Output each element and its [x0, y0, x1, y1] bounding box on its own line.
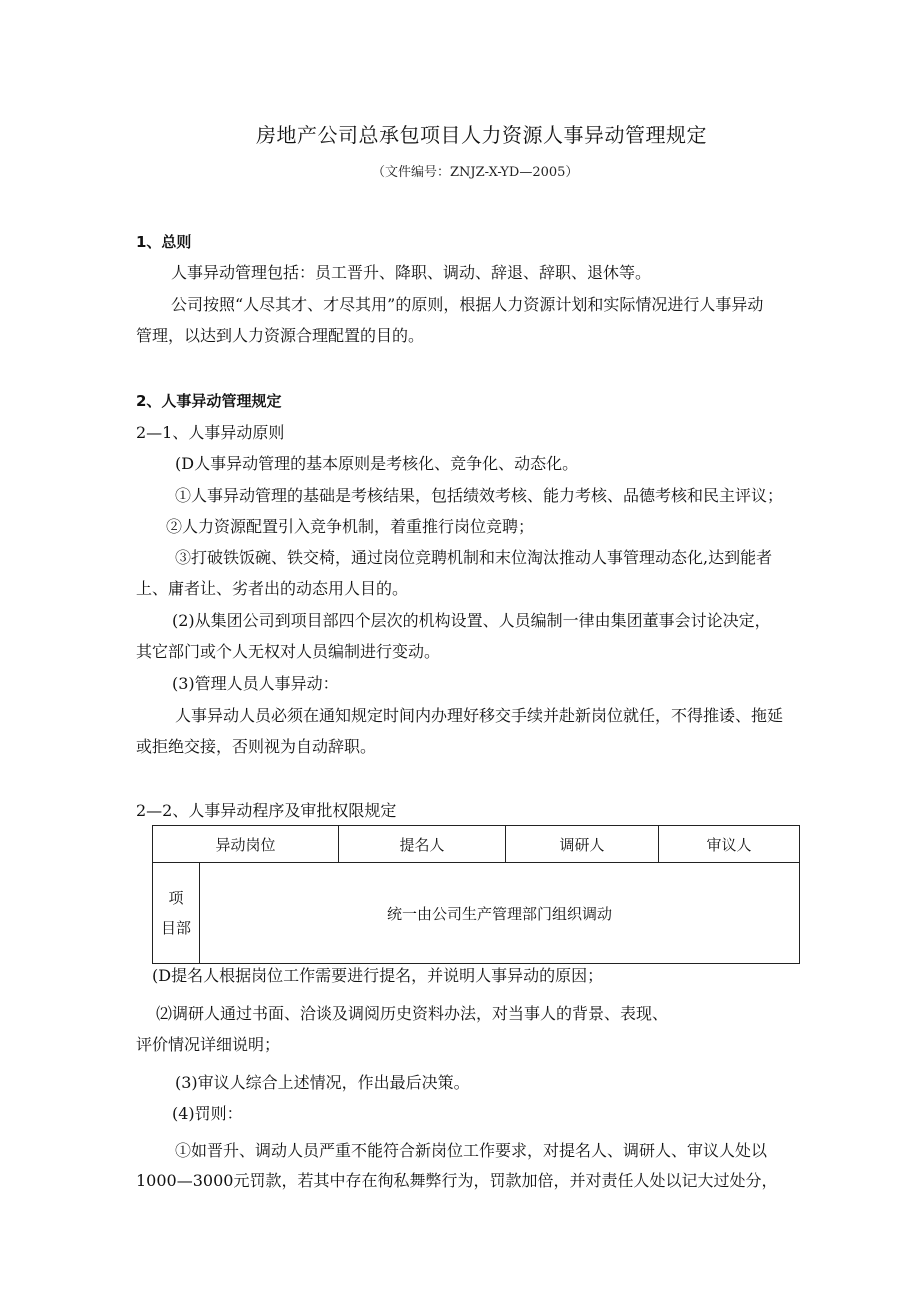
note-item: 1000—3000元罚款，若其中存在徇私舞弊行为，罚款加倍，并对责任人处以记大过处分，: [136, 1171, 778, 1190]
table-header-cell: 提名人: [339, 826, 506, 863]
subsection-heading: 2—2、人事异动程序及审批权限规定: [136, 801, 397, 820]
table-header-row: [153, 826, 800, 863]
section-2-heading: 2、人事异动管理规定: [136, 392, 282, 410]
note-item: ①如晋升、调动人员严重不能符合新岗位工作要求，对提名人、调研人、审议人处以: [175, 1141, 768, 1160]
table-row-label-line: 项: [168, 889, 184, 907]
section-1-paragraph: 公司按照“人尽其才、才尽其用”的原则，根据人力资源计划和实际情况进行人事异动: [171, 295, 764, 314]
list-item: ②人力资源配置引入竞争机制，着重推行岗位竞聘；: [166, 517, 535, 536]
section-1-paragraph: 管理，以达到人力资源合理配置的目的。: [136, 326, 425, 345]
table-row: [153, 863, 800, 964]
list-item: 或拒绝交接，否则视为自动辞职。: [136, 737, 377, 756]
list-item: 上、庸者让、劣者出的动态用人目的。: [136, 579, 409, 598]
table-row-label-line: 目部: [160, 919, 191, 937]
document-title: 房地产公司总承包项目人力资源人事异动管理规定: [256, 123, 707, 147]
table-row-label: [153, 863, 200, 964]
approval-table: [152, 825, 800, 964]
note-item: (D提名人根据岗位工作需要进行提名，并说明人事异动的原因；: [152, 966, 604, 985]
list-item: ③打破铁饭碗、铁交椅，通过岗位竞聘机制和末位淘汰推动人事管理动态化,达到能者: [175, 548, 773, 567]
note-item: 评价情况详细说明；: [136, 1035, 281, 1054]
note-item: (4)罚则：: [172, 1104, 243, 1123]
subsection-heading: 2—1、人事异动原则: [136, 423, 285, 442]
list-item: 其它部门或个人无权对人员编制进行变动。: [136, 642, 441, 661]
list-item: (3)管理人员人事异动：: [172, 674, 339, 693]
section-1-heading: 1、总则: [136, 233, 192, 251]
table-cell: 统一由公司生产管理部门组织调动: [200, 863, 800, 964]
list-item: (2)从集团公司到项目部四个层次的机构设置、人员编制一律由集团董事会讨论决定，: [172, 611, 771, 630]
table-header-cell: 调研人: [506, 826, 659, 863]
document-number: （文件编号：ZNJZ-X-YD—2005）: [372, 165, 579, 180]
list-item: (D人事异动管理的基本原则是考核化、竞争化、动态化。: [175, 454, 579, 473]
note-item: (3)审议人综合上述情况，作出最后决策。: [175, 1073, 470, 1092]
table-header-cell: 异动岗位: [153, 826, 339, 863]
list-item: 人事异动人员必须在通知规定时间内办理好移交手续并赴新岗位就任，不得推诿、拖延: [175, 706, 784, 725]
list-item: ①人事异动管理的基础是考核结果，包括绩效考核、能力考核、品德考核和民主评议；: [175, 486, 784, 505]
note-item: ⑵调研人通过书面、洽谈及调阅历史资料办法，对当事人的背景、表现、: [156, 1004, 669, 1023]
table-header-cell: 审议人: [659, 826, 800, 863]
section-1-paragraph: 人事异动管理包括：员工晋升、降职、调动、辞退、辞职、退休等。: [171, 263, 652, 282]
